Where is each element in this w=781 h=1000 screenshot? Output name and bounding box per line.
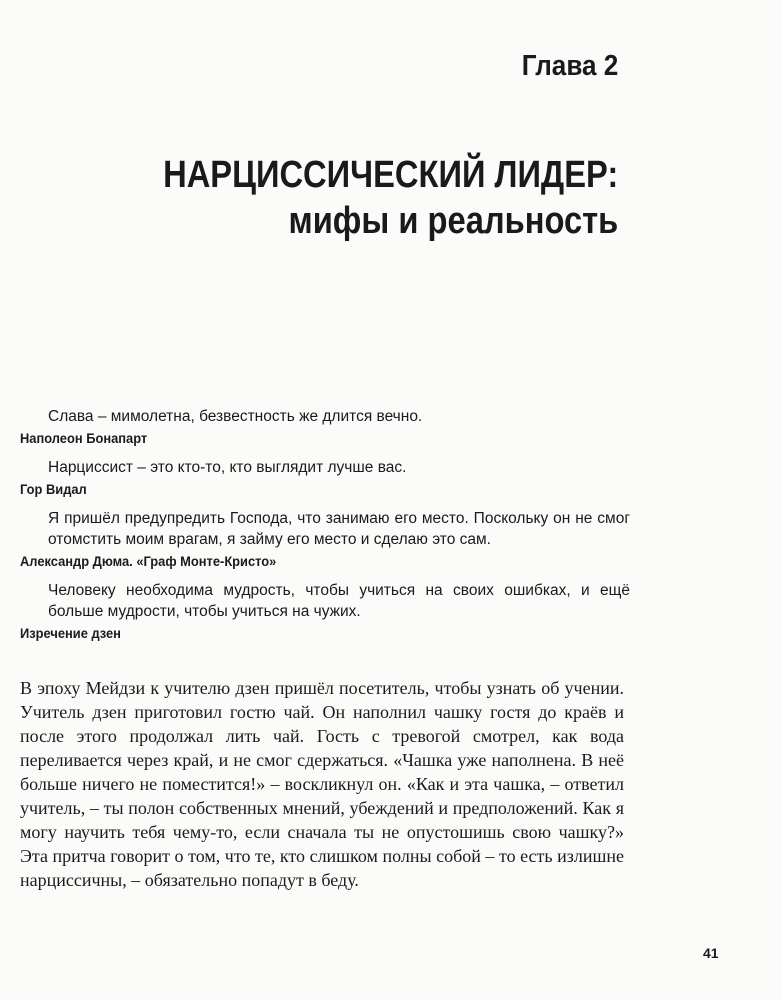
epigraph (20, 406, 630, 447)
epigraph-quote: Я пришёл предупредить Господа, что занимаю его место. Поскольку он не смог отомстить моим врагам, я займу его место и сделаю это сам. (48, 510, 630, 548)
epigraph-author: Александр Дюма. «Граф Монте-Кристо» (20, 553, 277, 569)
body-text (20, 676, 624, 892)
chapter-label: Глава 2 (521, 50, 618, 82)
page-number: 41 (703, 945, 719, 961)
epigraph-author: Гор Видал (20, 481, 87, 497)
body-paragraph: В эпоху Мейдзи к учителю дзен пришёл посетитель, чтобы узнать об учении. Учитель дзен приготовил гостю чай. Он наполнил чашку гостя до краёв и после этого продолжал лить чай. Гость с тревогой смотрел, как вода переливается через край, и не смог сдержаться. «Чашка уже наполнена. В неё больше ничего не поместится!» – воскликнул он. «Как и эта чашка, – ответил учитель, – ты полон собственных мнений, убеждений и предположений. Как я могу научить тебя чему-то, если сначала ты не опустошишь свою чашку?» Эта притча говорит о том, что те, кто слишком полны собой – то есть излишне нарциссичны, – обязательно попадут в беду. (20, 678, 624, 890)
epigraph-quote: Нарциссист – это кто-то, кто выглядит лучше вас. (48, 459, 407, 476)
epigraphs (20, 406, 630, 652)
chapter-title (163, 152, 618, 244)
epigraph (20, 580, 630, 642)
epigraph-quote: Человеку необходима мудрость, чтобы учиться на своих ошибках, и ещё больше мудрости, чтобы учиться на чужих. (48, 582, 630, 620)
epigraph (20, 457, 630, 498)
epigraph-author: Наполеон Бонапарт (20, 430, 148, 446)
epigraph-quote: Слава – мимолетна, безвестность же длится вечно. (48, 408, 423, 425)
chapter-title-line-2: мифы и реальность (288, 200, 618, 242)
chapter-title-line-1: НАРЦИССИЧЕСКИЙ ЛИДЕР: (162, 154, 618, 196)
epigraph-author: Изречение дзен (20, 625, 121, 641)
epigraph (20, 508, 630, 570)
